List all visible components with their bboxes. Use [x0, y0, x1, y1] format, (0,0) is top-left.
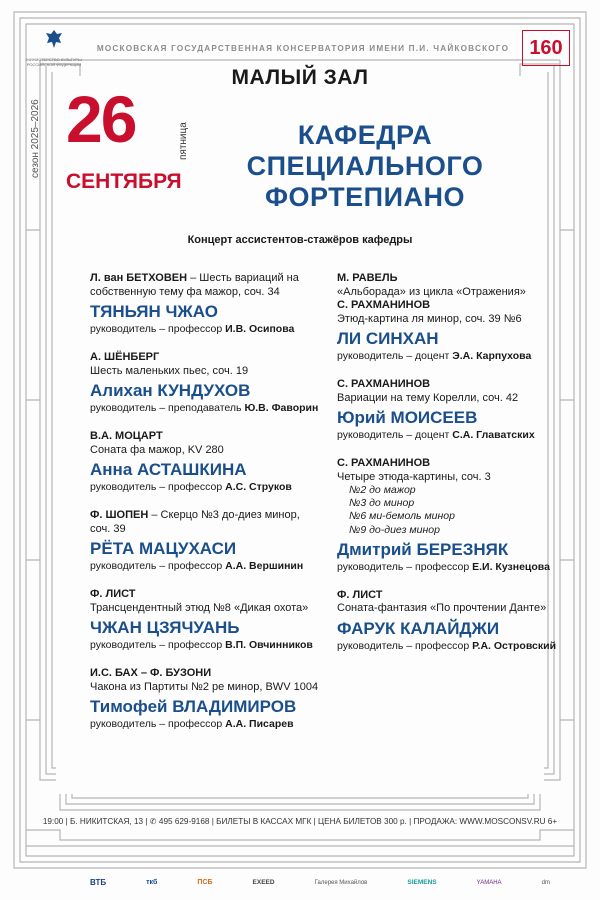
work-line: [90, 351, 322, 378]
partner-logo: SIEMENS: [407, 879, 437, 886]
composer: Ф. ЛИСТ: [337, 588, 383, 601]
part-item: №2 до мажор: [349, 484, 416, 496]
supervisor-role: руководитель – профессор: [337, 560, 473, 573]
performer-name: Дмитрий БЕРЕЗНЯК: [337, 539, 509, 559]
performer-name: Тимофей ВЛАДИМИРОВ: [90, 697, 297, 716]
partner-logo: EXEED: [252, 879, 275, 886]
season-label: сезон 2025–2026: [30, 99, 41, 178]
supervisor-name: В.П. Овчинников: [225, 639, 313, 651]
partner-logo: ПСБ: [197, 879, 213, 886]
work-title: Шесть маленьких пьес, соч. 19: [90, 364, 249, 377]
work-line: [337, 457, 577, 484]
department-line: ФОРТЕПИАНО: [264, 182, 465, 212]
work-title: – Шесть вариаций на собственную тему фа мажор, соч. 34: [90, 272, 299, 298]
concert-month: СЕНТЯБРЯ: [66, 170, 182, 193]
supervisor-role: руководитель – профессор: [337, 639, 473, 652]
concert-weekday: пятница: [178, 122, 189, 160]
supervisor: [337, 561, 577, 574]
work-parts: [337, 484, 577, 537]
program-item: [337, 457, 577, 574]
supervisor: [90, 560, 322, 573]
performer-name: ЧЖАН ЦЗЯЧУАНЬ: [90, 618, 240, 637]
work-title: Чакона из Партиты №2 ре минор, BWV 1004: [90, 680, 319, 693]
department-title: [200, 120, 530, 213]
program-right-column: [337, 272, 577, 668]
supervisor-role: руководитель – доцент: [337, 350, 453, 362]
composer: А. ШЁНБЕРГ: [90, 351, 160, 363]
supervisor-role: руководитель – преподаватель: [90, 402, 245, 414]
composer: С. РАХМАНИНОВ: [337, 378, 431, 390]
supervisor-role: руководитель – профессор: [90, 718, 226, 730]
concert-day: 26: [66, 82, 136, 156]
work-line: [337, 272, 577, 326]
performer-name: Анна АСТАШКИНА: [90, 460, 247, 479]
supervisor-name: Э.А. Карпухова: [452, 350, 532, 362]
performer-name: ТЯНЬЯН ЧЖАО: [90, 302, 219, 321]
supervisor-role: руководитель – профессор: [90, 639, 226, 651]
work-title: Четыре этюда-картины, соч. 3: [337, 470, 491, 483]
performer-name: Юрий МОИСЕЕВ: [337, 408, 478, 427]
composer: Ф. ШОПЕН: [90, 509, 149, 521]
supervisor: [90, 718, 322, 731]
supervisor-role: руководитель – профессор: [90, 323, 226, 335]
program-item: [90, 588, 322, 652]
program-left-column: [90, 272, 322, 746]
work-line: [90, 272, 322, 299]
program-item: [90, 351, 322, 415]
partners-bar: [90, 878, 550, 887]
composer: С. РАХМАНИНОВ: [337, 457, 431, 469]
work-line: [337, 589, 577, 616]
program-item: [90, 667, 322, 731]
footer-info: 19:00 | Б. НИКИТСКАЯ, 13 | ✆ 495 629-9168 | БИЛЕТЫ В КАССАХ МГК | ЦЕНА БИЛЕТОВ 300 р. | ПРОДАЖА: WWW.MOSCONSV.RU 6+: [42, 817, 558, 826]
program-item: [337, 378, 577, 442]
work-title: Соната-фантазия «По прочтении Данте»: [337, 602, 547, 615]
work-title: «Альборада» из цикла «Отражения»: [337, 285, 526, 298]
concert-subtitle: Концерт ассистентов-стажёров кафедры: [187, 234, 413, 246]
part-item: №3 до минор: [349, 497, 415, 510]
supervisor-role: руководитель – профессор: [90, 481, 226, 493]
supervisor: [90, 402, 322, 415]
work-line: [90, 667, 322, 694]
work-title: – Скерцо №3 до-диез минор, соч. 39: [90, 509, 300, 535]
supervisor-name: Е.И. Кузнецова: [472, 560, 550, 573]
department-line: СПЕЦИАЛЬНОГО: [246, 151, 484, 181]
performer-name: ЛИ СИНХАН: [337, 329, 439, 348]
partner-logo: YAMAHA: [476, 879, 502, 886]
program-item: [337, 272, 577, 363]
work-line: [90, 588, 322, 615]
supervisor-name: А.А. Писарев: [225, 718, 294, 730]
part-item: №6 ми-бемоль минор: [349, 510, 455, 523]
eagle-emblem-icon: [44, 28, 64, 50]
performer-name: Алихан КУНДУХОВ: [90, 381, 251, 400]
program-item: [90, 509, 322, 573]
supervisor: [337, 429, 577, 442]
partner-logo: ткб: [146, 879, 158, 886]
part-item: №9 до-диез минор: [349, 523, 440, 536]
supervisor: [337, 350, 577, 363]
program-item: [90, 272, 322, 336]
composer: Л. ван БЕТХОВЕН: [90, 272, 188, 284]
supervisor-name: Ю.В. Фаворин: [244, 402, 319, 414]
conservatory-name: МОСКОВСКАЯ ГОСУДАРСТВЕННАЯ КОНСЕРВАТОРИЯ ИМЕНИ П.И. ЧАЙКОВСКОГО: [96, 44, 510, 53]
supervisor: [90, 639, 322, 652]
ministry-logo: [26, 28, 82, 67]
supervisor-role: руководитель – профессор: [90, 560, 226, 572]
supervisor: [337, 640, 577, 653]
work-title: Соната фа мажор, KV 280: [90, 443, 224, 456]
anniversary-logo: 160: [522, 30, 570, 66]
supervisor-name: И.В. Осипова: [225, 323, 295, 335]
partner-logo: dm: [541, 879, 550, 886]
supervisor-role: руководитель – доцент: [337, 429, 453, 441]
composer: В.А. МОЦАРТ: [90, 430, 163, 442]
ministry-text: МИНИСТЕРСТВО КУЛЬТУРЫ РОССИЙСКОЙ ФЕДЕРАЦИИ: [26, 57, 82, 67]
partner-logo: Галерея Михайлов: [314, 879, 368, 886]
supervisor: [90, 323, 322, 336]
supervisor: [90, 481, 322, 494]
program-item: [337, 589, 577, 653]
hall-name: МАЛЫЙ ЗАЛ: [231, 66, 369, 89]
composer: С. РАХМАНИНОВ: [337, 299, 431, 311]
department-line: КАФЕДРА: [297, 120, 433, 150]
supervisor-name: Р.А. Островский: [472, 639, 557, 652]
composer: И.С. БАХ – Ф. БУЗОНИ: [90, 667, 212, 679]
work-title: Вариации на тему Корелли, соч. 42: [337, 391, 519, 404]
supervisor-name: А.С. Струков: [225, 481, 292, 493]
composer: Ф. ЛИСТ: [90, 588, 136, 600]
work-title: Этюд-картина ля минор, соч. 39 №6: [337, 312, 522, 325]
work-title: Трансцендентный этюд №8 «Дикая охота»: [90, 601, 309, 614]
performer-name: ФАРУК КАЛАЙДЖИ: [337, 618, 500, 638]
composer: М. РАВЕЛЬ: [337, 272, 398, 284]
supervisor-name: С.А. Главатских: [452, 429, 535, 441]
partner-logo: ВТБ: [90, 878, 107, 887]
work-line: [90, 430, 322, 457]
performer-name: РЁТА МАЦУХАСИ: [90, 539, 237, 558]
work-line: [90, 509, 322, 536]
supervisor-name: А.А. Вершинин: [225, 560, 304, 572]
work-line: [337, 378, 577, 405]
program-item: [90, 430, 322, 494]
